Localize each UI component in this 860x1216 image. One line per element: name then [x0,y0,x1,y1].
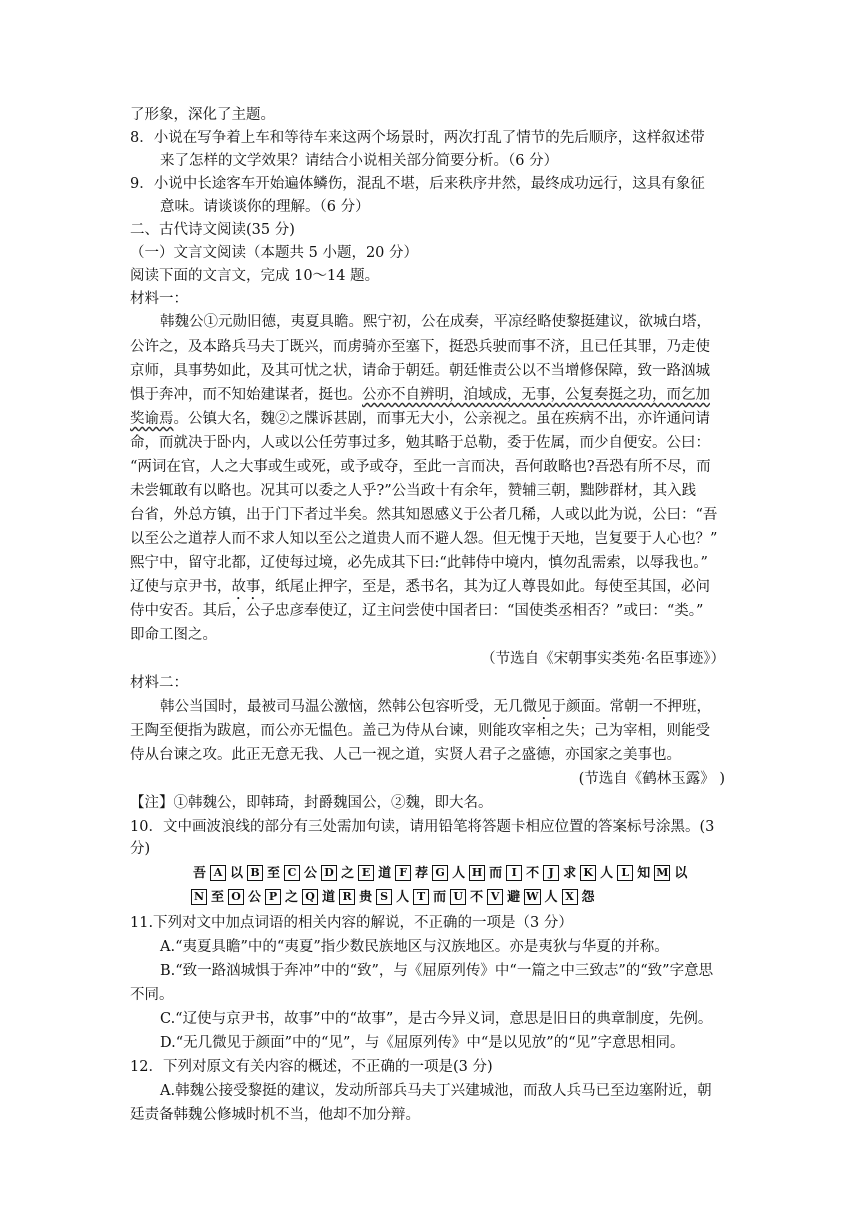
answer-box-X[interactable]: X [562,889,578,905]
section-heading: 二、古代诗文阅读(35 分) [130,222,295,238]
option-char: 吾 [193,866,207,881]
answer-box-P[interactable]: P [265,889,281,905]
question-10: 10．文中画波浪线的部分有三处需加句读，请用铅笔将答题卡相应位置的答案标号涂黑。(3 [130,819,715,835]
answer-box-Q[interactable]: Q [302,889,318,905]
passage-line: 未尝辄敢有以略也。况其可以委之人乎?”公当政十有余年，赞辅三朝，黜陟群材，其入践 [130,483,697,499]
dotted-term: 见 [537,699,552,715]
answer-box-F[interactable]: F [395,865,411,881]
option-c: C.“辽使与京尹书，故事”中的“故事”，是古今异义词，意思是旧日的典章制度，先例。 [160,1011,713,1027]
option-char: 之 [341,866,355,881]
instruction: 阅读下面的文言文，完成 10～14 题。 [130,268,380,284]
option-char: 荐 [415,866,429,881]
option-char: 公 [304,866,318,881]
option-a: A.韩魏公接受黎挺的建议，发动所部兵马夫丁兴建城池，而敌人兵马已至边塞附近，朝 [160,1083,712,1099]
option-char: 人 [600,866,614,881]
option-char: 不 [526,866,540,881]
answer-box-A[interactable]: A [210,865,226,881]
answer-box-O[interactable]: O [228,889,244,905]
text-line: 分) [130,841,151,857]
passage-line: 台省，外总方镇，出于门下者过半矣。然其知恩感义于公者几稀，人或以此为说，公曰：“吾 [130,507,718,523]
answer-box-J[interactable]: J [543,865,559,881]
answer-box-N[interactable]: N [191,889,207,905]
option-char: 以 [230,866,244,881]
option-char: 之 [285,890,299,905]
answer-box-K[interactable]: K [580,865,596,881]
subsection-heading: （一）文言文阅读（本题共 5 小题，20 分） [130,245,419,261]
passage-line: 韩魏公①元勋旧德，夷夏具瞻。熙宁初，公在成奏，平凉经略使黎挺建议，欲城白塔， [160,314,711,330]
answer-box-C[interactable]: C [284,865,300,881]
option-char: 道 [378,866,392,881]
option-b: B.“致一路汹城惧于奔冲”中的“致”，与《屈原列传》中“一篇之中三致志”的“致”字意思 [160,963,714,979]
answer-box-B[interactable]: B [247,865,263,881]
option-char: 贵 [359,890,373,905]
option-char: 怨 [581,890,595,905]
passage-line: 奖谕焉。公镇大名，魏②之牒诉甚剧，而事无大小，公亲视之。虽在疾病不出，亦许通问请 [130,411,710,427]
passage-line: 韩公当国时，最被司马温公激恼，然韩公包容听受，无几微见于颜面。常朝一不押班， [160,699,711,715]
answer-box-D[interactable]: D [321,865,337,881]
material-1-label: 材料一： [130,291,188,307]
passage-line: 熙宁中，留守北都，辽使每过境，必先成其下曰:“此韩侍中境内，慎勿乱需索，以辱我也。” [130,555,708,571]
passage-line: 辽使与京尹书，故事，纸尾止押字，至是，悉书名，其为辽人尊畏如此。每使至其国，必问 [130,579,710,595]
wavy-underlined-text: 公亦不自辨明，洎域成，无事，公复奏挺之功，而乞加 [362,387,710,403]
question-12: 12．下列对原文有关内容的概述，不正确的一项是(3 分) [130,1059,493,1075]
option-char: 道 [322,890,336,905]
text-line: 来了怎样的文学效果？请结合小说相关部分简要分析。（6 分） [160,153,559,169]
source-citation: （节选自《宋朝事实类苑·名臣事迹》） [481,651,725,667]
text-line: 廷责备韩魏公修城时机不当，他却不加分辩。 [130,1107,420,1123]
passage-line: 即命工图之。 [130,627,217,643]
answer-options-row [190,864,690,884]
passage-line: 公许之，及本路兵马夫丁既兴，而虏骑亦至塞下，挺恐兵驶而事不济，且已任其罪，乃走使 [130,339,710,355]
passage-line: “两词在官，人之大事或生或死，或予或夺，至此一言而决，吾何敢略也?吾恐有所不尽，而 [130,459,711,475]
option-char: 以 [674,866,688,881]
answer-box-M[interactable]: M [656,866,669,879]
text-line: 意味。请谈谈你的理解。（6 分） [160,199,370,215]
answer-box-V[interactable]: V [487,889,503,905]
option-char: 而 [433,890,447,905]
note: 【注】①韩魏公，即韩琦，封爵魏国公，②魏，即大名。 [130,795,493,811]
source-citation: (节选自《鹤林玉露》 ) [578,771,725,787]
text-line: 不同。 [130,987,174,1003]
answer-box-U[interactable]: U [450,889,466,905]
answer-box-R[interactable]: R [339,889,355,905]
option-char: 知 [637,866,651,881]
question-9: 9．小说中长途客车开始遍体鳞伤，混乱不堪，后来秩序井然，最终成功远行，这具有象征 [130,176,705,192]
option-char: 避 [507,890,521,905]
passage-line: 侍从台谏之攻。此正无意无我、人己一视之道，实贤人君子之盛德，亦国家之美事也。 [130,747,681,763]
option-char: 至 [211,890,225,905]
answer-options-row [190,888,598,908]
answer-box-I[interactable]: I [506,865,522,881]
answer-box-H[interactable]: H [469,865,485,881]
option-char: 人 [452,866,466,881]
answer-box-L[interactable]: L [617,865,633,881]
text-line: 了形象，深化了主题。 [130,107,275,123]
option-a: A.“夷夏具瞻”中的“夷夏”指少数民族地区与汉族地区。亦是夷狄与华夏的并称。 [160,939,669,955]
option-char: 人 [396,890,410,905]
passage-line: 京师，具事势如此，及其可忧之状，请命于朝廷。朝廷惟责公以不当增修保障，致一路汹城 [130,363,710,379]
passage-line: 惧于奔冲，而不知始建谋者，挺也。公亦不自辨明，洎域成，无事，公复奏挺之功，而乞加 [130,387,710,403]
dotted-term: 故事 [231,579,261,595]
option-char: 不 [470,890,484,905]
option-char: 公 [248,890,262,905]
question-8: 8．小说在写争着上车和等待车来这两个场景时，两次打乱了情节的先后顺序，这样叙述带 [130,130,705,146]
passage-line: 王陶至便指为跋扈，而公亦无愠色。盖己为侍从台谏，则能攻宰相之失；己为宰相，则能受 [130,723,710,739]
passage-line: 以至公之道荐人而不求人知以至公之道贵人而不避人怨。但无愧于天地，岂复要于人心也？” [130,531,718,547]
material-2-label: 材料二： [130,675,188,691]
wavy-underlined-text: 奖谕焉 [130,411,174,427]
option-char: 至 [267,866,281,881]
option-char: 人 [544,890,558,905]
answer-box-S[interactable]: S [376,889,392,905]
passage-line: 命，而就决于卧内，人或以公任劳事过多，勉其略于总勒，委于佐属，而少自便安。公曰： [130,435,710,451]
answer-box-G[interactable]: G [432,865,448,881]
passage-line: 侍中安否。其后，公子忠彦奉使辽，辽主问尝使中国者曰：“国使类丞相否？”或曰：“类。” [130,603,704,619]
answer-box-T[interactable]: T [413,889,429,905]
option-char: 求 [563,866,577,881]
option-char: 而 [489,866,503,881]
answer-box-E[interactable]: E [358,865,374,881]
question-11: 11.下列对文中加点词语的相关内容的解说，不正确的一项是（3 分） [130,915,573,931]
answer-box-W[interactable]: W [526,890,539,903]
option-d: D.“无几微见于颜面”中的“见”，与《屈原列传》中“是以见放”的“见”字意思相同。 [160,1035,685,1051]
